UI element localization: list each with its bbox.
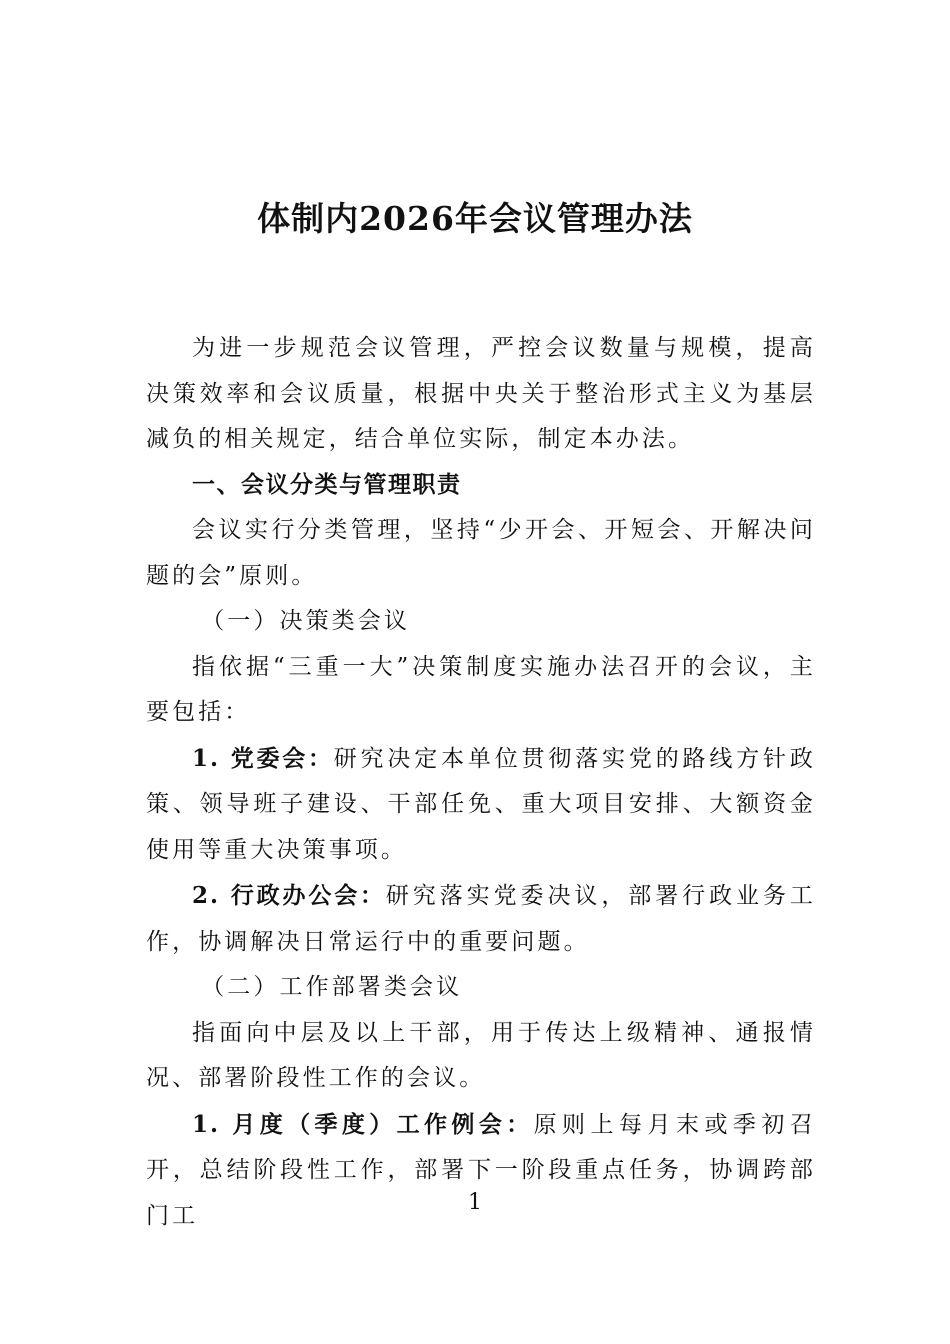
page-number: 1	[468, 1190, 482, 1215]
document-title: 体制内2026年会议管理办法	[257, 199, 693, 238]
list-item	[146, 736, 816, 874]
section-heading: 一、会议分类与管理职责	[192, 471, 462, 498]
list-item-lead: 1. 党委会：	[192, 744, 334, 772]
list-item-text: 原则上每月末或季初召开，总结阶段性工作，部署下一阶段重点任务，协调跨部门工	[146, 1111, 816, 1229]
section-paragraph: 会议实行分类管理，坚持“少开会、开短会、开解决问题的会”原则。	[146, 517, 816, 589]
intro-paragraph: 为进一步规范会议管理，严控会议数量与规模，提高决策效率和会议质量，根据中央关于整治形式主义为基层减负的相关规定，结合单位实际，制定本办法。	[146, 335, 816, 452]
list-item-lead: 2. 行政办公会：	[192, 882, 386, 909]
subsection-paragraph: 指面向中层及以上干部，用于传达上级精神、通报情况、部署阶段性工作的会议。	[146, 1019, 816, 1091]
list-item-text: 研究决定本单位贯彻落实党的路线方针政策、领导班子建设、干部任免、重大项目安排、大额资金使用等重大决策事项。	[146, 745, 816, 863]
list-item-lead: 1. 月度（季度）工作例会：	[192, 1110, 534, 1138]
document-body	[146, 326, 816, 1239]
subsection-heading: （一）决策类会议	[201, 608, 410, 634]
subsection-paragraph: 指依据“三重一大”决策制度实施办法召开的会议，主要包括：	[146, 653, 816, 725]
list-item	[146, 1102, 816, 1240]
list-item-text: 研究落实党委决议，部署行政业务工作，协调解决日常运行中的重要问题。	[146, 883, 816, 955]
list-item	[146, 873, 816, 965]
subsection-heading: （二）工作部署类会议	[201, 974, 463, 1000]
